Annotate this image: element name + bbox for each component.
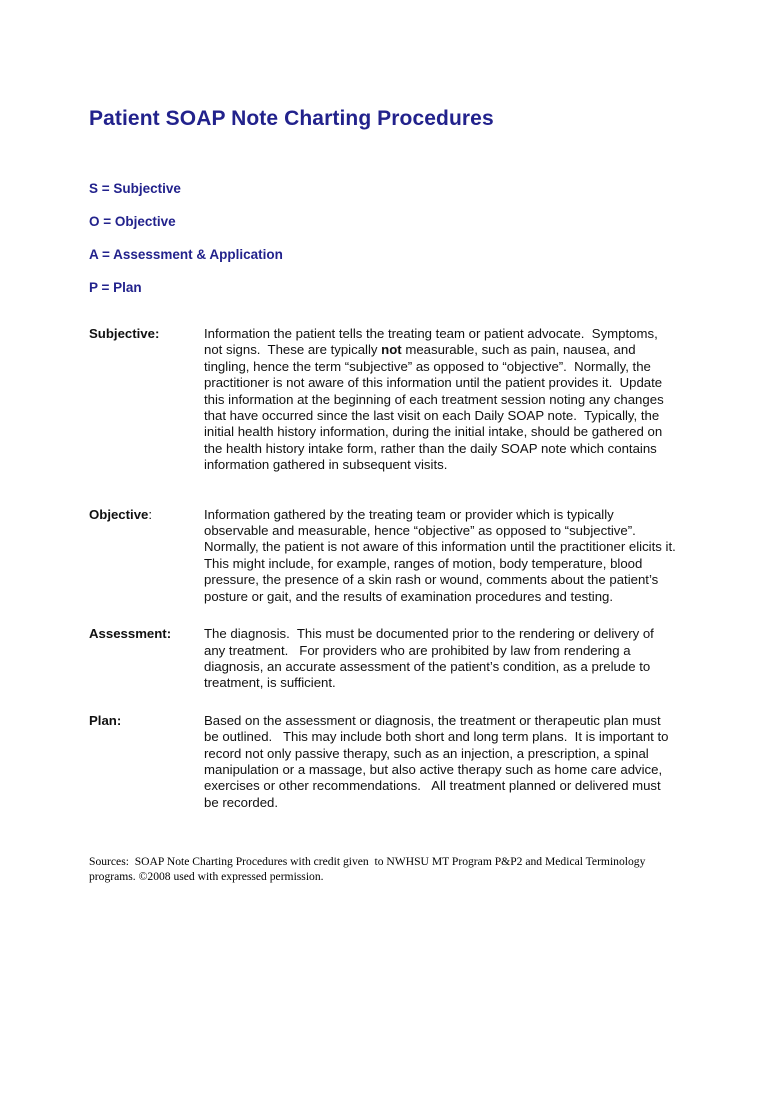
legend-item-assessment: A = Assessment & Application [89, 247, 283, 262]
definition-sections [89, 326, 683, 811]
section-assessment [89, 626, 678, 692]
soap-legend [89, 182, 678, 295]
subjective-bold-word: not [381, 342, 402, 358]
legend-item-plan: P = Plan [89, 280, 142, 295]
plan-body: Based on the assessment or diagnosis, the treatment or therapeutic plan must be outlined. This may include both short and long term plans. It is important to record not only passive therapy, such as an injection, a prescription, a spinal manipulation or a massage, but also active therapy such as home care advice, exercises or other recommendations. All treatment planned or delivered must be recorded. [204, 712, 673, 810]
objective-body: Information gathered by the treating team or provider which is typically observable and measurable, hence “objective” as opposed to “subjective”. Normally, the patient is not aware of this information until the practitioner elicits it. This might include, for example, ranges of motion, body temperature, blood pressure, the presence of a skin rash or wound, comments about the patient’s posture or gait, and the results of examination procedures and testing. [204, 506, 683, 604]
plan-label [89, 713, 204, 729]
assessment-body: The diagnosis. This must be documented prior to the rendering or delivery of any treatment. For providers who are prohibited by law from rendering a diagnosis, an accurate assessment of the patient’s condition, as a prelude to treatment, is sufficient. [204, 626, 658, 691]
objective-label-text: Objective [89, 506, 149, 522]
subjective-text-pre: Information the patient tells the treating team or patient advocate. Symptoms, not signs. These are typically [204, 326, 662, 358]
assessment-label [89, 626, 204, 642]
objective-label-colon: : [148, 506, 153, 522]
page-title: Patient SOAP Note Charting Procedures [89, 107, 494, 130]
sources-footnote: Sources: SOAP Note Charting Procedures with credit given to NWHSU MT Program P&P2 and Medical Terminology programs. ©2008 used with expressed permission. [89, 855, 649, 884]
subjective-body [204, 326, 678, 474]
legend-item-subjective: S = Subjective [89, 181, 181, 196]
section-subjective [89, 326, 678, 474]
subjective-text-post: measurable, such as pain, nausea, and tingling, hence the term “subjective” as opposed to “objective”. Normally, the practitioner is not aware of this information until the patient provides it. Update this information at the beginning of each treatment session noting any changes that have occurred since the last visit on each Daily SOAP note. Typically, the initial health history information, during the initial intake, should be gathered on the health history intake form, rather than the daily SOAP note which contains information gathered in subsequent visits. [204, 342, 668, 473]
objective-label [89, 507, 204, 523]
section-plan [89, 713, 678, 811]
plan-label-text: Plan: [89, 712, 122, 728]
subjective-label-text: Subjective: [89, 326, 160, 341]
assessment-label-text: Assessment: [89, 626, 172, 642]
legend-item-objective: O = Objective [89, 214, 176, 229]
subjective-label [89, 326, 204, 342]
section-objective [89, 506, 683, 605]
document-page [0, 107, 768, 884]
